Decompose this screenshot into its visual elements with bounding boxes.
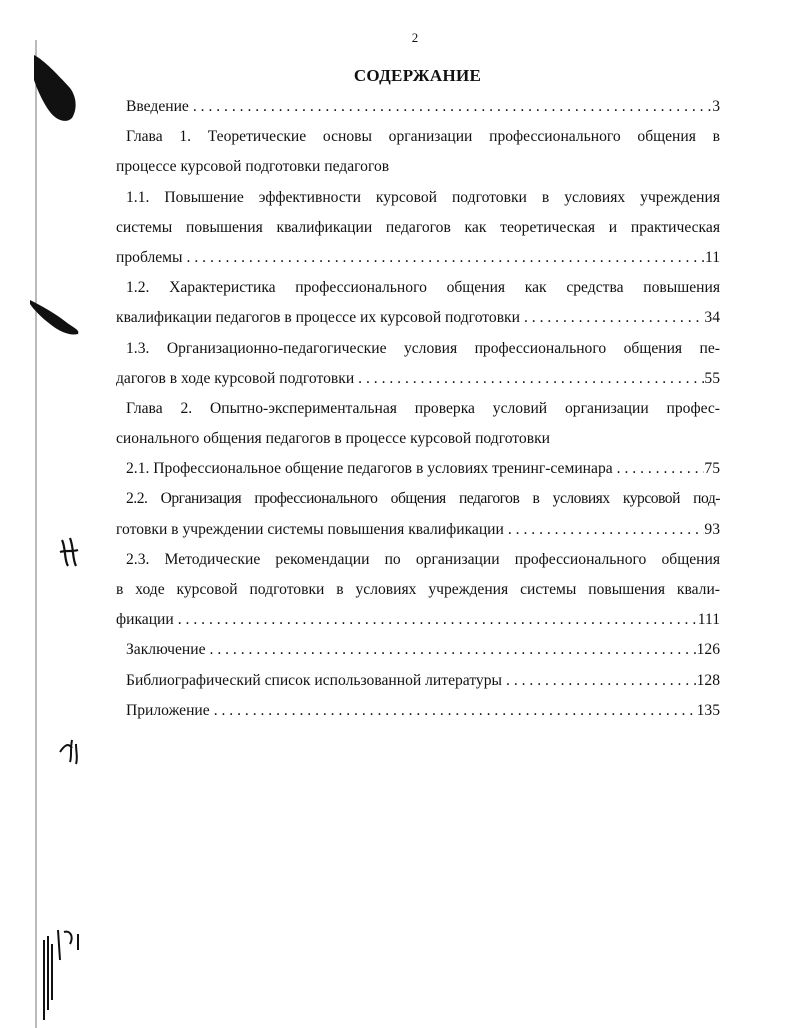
toc-section-1-1-line-2: системы повышения квалификации педагогов как теоретическая и практическая xyxy=(116,218,720,236)
toc-entry-bibliography xyxy=(116,666,720,696)
dot-leader xyxy=(206,635,697,665)
toc-chapter-1-line-1: Глава 1. Теоретические основы организации профессионального общения в xyxy=(126,128,720,146)
dot-leader xyxy=(174,605,698,635)
toc-section-1-3-line-1: 1.3. Организационно-педагогические условия профессионального общения пе- xyxy=(126,339,720,357)
toc-page-number: 135 xyxy=(696,701,720,719)
toc-chapter-2-line-2 xyxy=(116,424,720,454)
scribble-1 xyxy=(60,538,78,566)
toc-entry-title: фикации xyxy=(116,611,174,629)
toc-entry-title: 2.1. Профессиональное общение педагогов в условиях тренинг-семинара xyxy=(126,460,613,478)
toc-entry-title: Приложение xyxy=(126,701,210,719)
toc-section-1-1-line-1: 1.1. Повышение эффективности курсовой подготовки в условиях учреждения xyxy=(126,188,720,206)
table-of-contents xyxy=(116,92,720,726)
toc-section-1-2-line-1: 1.2. Характеристика профессионального общения как средства повышения xyxy=(126,279,720,297)
toc-page-number: 93 xyxy=(704,520,720,538)
toc-entry-title: сионального общения педагогов в процессе курсовой подготовки xyxy=(116,430,550,448)
toc-section-2-2-line-1: 2.2. Организация профессионального общения педагогов в условиях курсовой под- xyxy=(126,490,720,508)
dot-leader xyxy=(210,696,697,726)
toc-page-number: 3 xyxy=(712,98,720,115)
toc-entry-title: процессе курсовой подготовки педагогов xyxy=(116,158,390,176)
dot-leader xyxy=(189,92,712,122)
dot-leader xyxy=(520,303,704,333)
toc-page-number: 75 xyxy=(704,460,720,478)
dot-leader xyxy=(613,454,705,484)
toc-entry-title: дагогов в ходе курсовой подготовки xyxy=(116,369,355,387)
dot-leader xyxy=(183,243,705,273)
toc-section-2-2-line-2 xyxy=(116,515,720,545)
toc-section-1-2-line-2 xyxy=(116,303,720,333)
dot-leader xyxy=(354,364,704,394)
toc-entry-intro xyxy=(116,92,720,122)
toc-section-2-3-line-2: в ходе курсовой подготовки в условиях учреждения системы повышения квали- xyxy=(116,581,720,598)
toc-entry-title: Введение xyxy=(126,98,189,115)
page-title: СОДЕРЖАНИЕ xyxy=(353,66,482,85)
toc-page-number: 128 xyxy=(696,671,720,689)
ink-blot-top xyxy=(34,55,76,121)
toc-section-2-3-line-3 xyxy=(116,605,720,635)
toc-section-1-3-line-2 xyxy=(116,364,720,394)
toc-entry-conclusion xyxy=(116,635,720,665)
dot-leader xyxy=(504,515,705,545)
toc-chapter-2-line-1: Глава 2. Опытно-экспериментальная проверка условий организации профес- xyxy=(126,399,720,417)
dot-leader xyxy=(502,666,697,696)
toc-entry-title: квалификации педагогов в процессе их курсовой подготовки xyxy=(116,309,520,327)
toc-page-number: 126 xyxy=(696,641,720,659)
toc-page-number: 111 xyxy=(697,611,720,629)
toc-chapter-1-line-2 xyxy=(116,152,720,182)
scribble-3 xyxy=(44,930,78,1020)
scribble-2 xyxy=(60,740,77,764)
toc-section-1-1-line-3 xyxy=(116,243,720,273)
toc-entry-title: готовки в учреждении системы повышения квалификации xyxy=(116,520,504,538)
toc-page-number: 34 xyxy=(704,309,720,327)
page-number: 2 xyxy=(411,30,419,45)
toc-page-number: 11 xyxy=(704,248,720,266)
scan-margin-marks xyxy=(0,0,110,1028)
toc-entry-title: проблемы xyxy=(116,248,183,266)
toc-section-2-3-line-1: 2.3. Методические рекомендации по организации профессионального общения xyxy=(126,550,720,568)
toc-page-number: 55 xyxy=(704,369,720,387)
toc-entry-title: Заключение xyxy=(126,641,206,659)
toc-section-2-1 xyxy=(116,454,720,484)
toc-entry-title: Библиографический список использованной литературы xyxy=(126,671,503,689)
toc-entry-appendix xyxy=(116,696,720,726)
ink-blot-middle xyxy=(30,300,78,335)
